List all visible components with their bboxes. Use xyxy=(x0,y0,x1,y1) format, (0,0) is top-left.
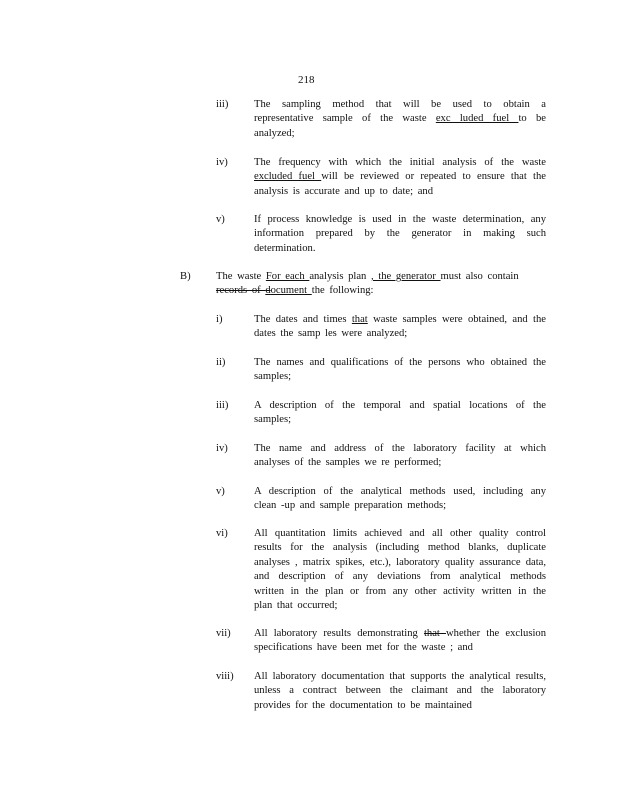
text-run: waste samples were obtained, and the dates the samp les were analyzed; xyxy=(254,314,547,340)
list-item-b-viii-documentation xyxy=(216,670,546,713)
item-numeral: iii) xyxy=(216,400,229,411)
item-numeral: iv) xyxy=(216,443,228,454)
item-text xyxy=(254,156,546,199)
revision-inserted-text: that xyxy=(351,314,368,325)
list-item-b-i-dates xyxy=(216,313,546,342)
text-run: A description of the temporal and spatial locations of the samples; xyxy=(254,400,546,426)
item-text xyxy=(254,485,546,514)
section-b-intro xyxy=(216,270,528,299)
revision-inserted-text: ocument xyxy=(270,285,312,297)
item-numeral: v) xyxy=(216,214,225,225)
text-run: The waste xyxy=(216,271,266,282)
text-run: All quantitation limits achieved and all other quality control results for the analysis (including method blanks, duplicate analyses , matrix spikes, etc.), laboratory quality assurance data, and description of any deviations from analytical methods written in the plan or from any other activity written in the plan that occurred; xyxy=(254,528,546,612)
item-text xyxy=(254,627,546,656)
text-run: A description of the analytical methods used, including any clean -up and sample preparation methods; xyxy=(254,486,546,512)
revision-inserted-text: , the generator xyxy=(370,271,441,282)
section-b-label: B) xyxy=(180,271,191,282)
revision-struck-underlined: d xyxy=(265,285,271,297)
page-number: 218 xyxy=(298,74,315,86)
text-run: the following: xyxy=(311,285,374,297)
text-run: to be analyzed; xyxy=(254,113,546,139)
text-run: The dates and times xyxy=(254,314,352,325)
text-run: must also contain xyxy=(440,271,519,282)
item-numeral: vii) xyxy=(216,628,231,639)
item-text xyxy=(254,527,546,613)
item-text xyxy=(254,213,546,256)
item-numeral: i) xyxy=(216,314,223,325)
item-numeral: vi) xyxy=(216,528,228,539)
item-text xyxy=(254,670,546,713)
list-item-iii-sampling-method xyxy=(216,98,546,141)
item-text xyxy=(254,98,546,141)
list-item-b-iv-laboratory xyxy=(216,442,546,471)
text-run: analysis plan xyxy=(309,271,371,282)
list-item-iv-frequency xyxy=(216,156,546,199)
list-item-b-vii-results xyxy=(216,627,546,656)
item-numeral: iii) xyxy=(216,99,229,110)
list-item-v-process-knowledge xyxy=(216,213,546,256)
list-item-b-iii-locations xyxy=(216,399,546,428)
text-run: All laboratory results demonstrating xyxy=(254,628,424,639)
item-numeral: viii) xyxy=(216,671,234,682)
text-run: The frequency with which the initial analysis of the waste xyxy=(254,157,546,168)
text-run: All laboratory documentation that supports the analytical results, unless a contract between the claimant and the laboratory provides for the documentation to be maintained xyxy=(254,671,546,711)
list-item-b-vi-quality-control xyxy=(216,527,546,613)
item-text xyxy=(254,399,546,428)
revision-deleted-text: records of xyxy=(216,285,266,297)
text-run: The sampling method that will be used to obtain a representative sample of the waste xyxy=(254,99,546,125)
item-numeral: v) xyxy=(216,486,225,497)
list-item-b-ii-names xyxy=(216,356,546,385)
revision-inserted-text: For each xyxy=(265,271,310,282)
revision-inserted-text: exc luded fuel xyxy=(435,113,519,125)
text-run: will be reviewed or repeated to ensure that the analysis is accurate and up to date; and xyxy=(254,171,546,197)
text-run: If process knowledge is used in the waste determination, any information prepared by the generator in making such determination. xyxy=(254,214,546,254)
revision-inserted-text: excluded fuel xyxy=(254,171,322,183)
item-text xyxy=(254,313,546,342)
list-item-b-v-methods xyxy=(216,485,546,514)
text-run: whether the exclusion specifications have been met for the waste ; and xyxy=(254,628,546,654)
item-numeral: ii) xyxy=(216,357,226,368)
revision-deleted-text: that xyxy=(423,628,447,639)
item-text xyxy=(254,356,546,385)
text-run: The name and address of the laboratory facility at which analyses of the samples we re performed; xyxy=(254,443,546,469)
item-numeral: iv) xyxy=(216,157,228,168)
item-text xyxy=(254,442,546,471)
text-run: The names and qualifications of the persons who obtained the samples; xyxy=(254,357,546,383)
